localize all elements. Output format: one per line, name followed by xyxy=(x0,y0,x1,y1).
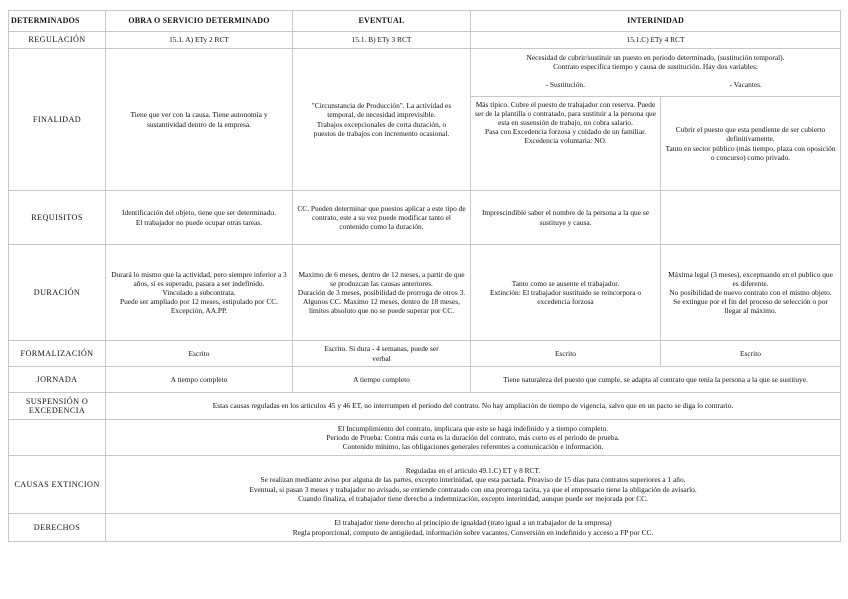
finalidad-sustitucion xyxy=(471,97,661,191)
header-obra-servicio: OBRA O SERVICIO DETERMINADO xyxy=(106,11,293,32)
sustitucion-line: Excedencia voluntaria: NO. xyxy=(524,136,607,146)
label-suspension: SUSPENSIÓN O EXCEDENCIA xyxy=(9,393,106,420)
formalizacion-obra: Escrito xyxy=(106,341,293,367)
label-duracion: DURACIÓN xyxy=(9,245,106,341)
finalidad-intro-line: Necesidad de cubrir/sustituir un puesto en periodo determinado, (sustitución temporal). xyxy=(526,53,785,62)
requisitos-vacantes-empty xyxy=(661,191,841,245)
incumplimiento-empty-label xyxy=(9,420,106,456)
contract-types-document xyxy=(8,10,840,542)
label-requisitos: REQUISITOS xyxy=(9,191,106,245)
row-suspension xyxy=(9,393,841,420)
formalizacion-sustitucion: Escrito xyxy=(471,341,661,367)
vacantes-label: - Vacantes. xyxy=(729,80,762,90)
header-determinados: DETERMINADOS xyxy=(9,11,106,32)
row-duracion xyxy=(9,245,841,341)
label-jornada: JORNADA xyxy=(9,367,106,393)
duracion-sustitucion xyxy=(471,245,661,341)
finalidad-eventual-line: "Circunstancia de Producción". La actividad es temporal, de necesidad imprevisible. xyxy=(311,101,452,120)
sustitucion-line: Más típico. Cubre el puesto de trabajador con reserva. Puede ser de la plantilla o contratado, para sustituir a la persona que esta en susensión de trabajo, no cobra salario. xyxy=(475,100,657,128)
extincion-line: Eventual, si pasan 3 meses y trabajador no avisado, se entiende contratado con una prorroga tacita, ya que el empresario tiene la obligación de avisarlo. xyxy=(249,484,697,494)
duracion-vacantes xyxy=(661,245,841,341)
extincion-line: Cuando finaliza, el trabajador tiene derecho a indemnización, excepto interinidad, aunque puede ser mejorada por CC. xyxy=(298,493,648,503)
formalizacion-vacantes: Escrito xyxy=(661,341,841,367)
incumplimiento-text xyxy=(106,420,841,456)
finalidad-eventual xyxy=(293,49,471,191)
duracion-obra-line: Excepción, AA.PP. xyxy=(170,306,228,316)
duracion-sustitucion-line: Tanto como se ausente el trabajador. xyxy=(511,278,620,288)
extincion-text xyxy=(106,456,841,514)
header-row xyxy=(9,11,841,32)
sustitucion-line: Pasa con Excedencia forzosa y cuidado de un familiar. xyxy=(484,127,647,137)
formalizacion-eventual: Escrito. Si dura - 4 semanas, puede ser verbal xyxy=(293,341,471,367)
variables-labels xyxy=(475,80,836,89)
suspension-text: Estas causas reguladas en los articulos 45 y 46 ET, no interrumpen el periodo del contrato. No hay ampliación de tiempo de vigencia, salvo que en un pacto se diga lo contrario. xyxy=(106,393,841,420)
label-formalizacion: FORMALIZACIÓN xyxy=(9,341,106,367)
row-formalizacion xyxy=(9,341,841,367)
label-extincion: CAUSAS EXTINCION xyxy=(9,456,106,514)
regulacion-eventual: 15.1. B) ETy 3 RCT xyxy=(293,32,471,49)
extincion-line: Reguladas en el articulo 49.1.C) ET y 8 RCT. xyxy=(405,466,541,476)
label-derechos: DERECHOS xyxy=(9,514,106,542)
row-derechos xyxy=(9,514,841,542)
vacantes-line: Cubrir el puesto que esta pendiente de ser cubierto definitivamente. xyxy=(675,125,826,144)
regulacion-interinidad: 15.1.C) ETy 4 RCT xyxy=(471,32,841,49)
duracion-obra-line: Puede ser ampliado por 12 meses, estipulado por CC. xyxy=(119,297,279,307)
finalidad-obra: Tiene que ver con la causa. Tiene autonomía y sustantividad dentro de la empresa. xyxy=(106,49,293,191)
derechos-line: El trabajador tiene derecho al principio de igualdad (trato igual a un trabajador de la empresa) xyxy=(334,518,612,528)
row-incumplimiento xyxy=(9,420,841,456)
derechos-line: Regla proporcional, computo de antigüedad, información sobre vacantes, Conversión en indefinido y acceso a FP por CC. xyxy=(292,527,654,537)
duracion-obra-line: Durará lo mismo que la actividad, pero siempre inferior a 3 años, si es superado, pasara a ser indefinido. xyxy=(111,269,287,288)
duracion-eventual xyxy=(293,245,471,341)
duracion-obra-line: Vinculado a subcontrata. xyxy=(162,287,236,297)
row-requisitos xyxy=(9,191,841,245)
jornada-interinidad: Tiene naturaleza del puesto que cumple, se adapta al contrato que tenía la persona a la que se sustituye. xyxy=(471,367,841,393)
finalidad-interinidad-intro xyxy=(471,49,841,97)
jornada-obra: A tiempo completo xyxy=(106,367,293,393)
regulacion-obra: 15.1. A) ETy 2 RCT xyxy=(106,32,293,49)
header-interinidad: INTERINIDAD xyxy=(471,11,841,32)
extincion-line: Se realizan mediante aviso por alguna de las partes, excepto interinidad, que esta pactada. Preaviso de 15 días para contratos superiores a 1 año. xyxy=(260,475,686,485)
requisitos-obra: Identificación del objeto, tiene que ser determinado. El trabajador no puede ocupar otras tareas. xyxy=(106,191,293,245)
duracion-eventual-line: Algunos CC. Maximo 12 meses, dentro de 18 meses, limites absoluto que no se puede superar por CC. xyxy=(302,297,461,316)
derechos-text xyxy=(106,514,841,542)
incumplimiento-line: El Incumplimiento del contrato, implicara que este se haga indefinido y a tiempo completo. xyxy=(337,423,609,433)
header-eventual: EVENTUAL xyxy=(293,11,471,32)
duracion-sustitucion-line: Extinción: El trabajador sustituido se reincorpora o excedencia forzosa xyxy=(489,287,642,307)
duracion-eventual-line: Maximo de 6 meses, dentro de 12 meses, a partir de que se produzcan las causas anteriores. xyxy=(298,269,465,288)
finalidad-vacantes xyxy=(661,97,841,191)
duracion-obra xyxy=(106,245,293,341)
finalidad-eventual-line: Trabajos excepcionales de corta duración, o puestos de trabajos con incremento ocasional. xyxy=(313,119,450,138)
row-regulacion xyxy=(9,32,841,49)
sustitucion-label: - Sustitución. xyxy=(545,80,585,90)
jornada-eventual: A tiempo completo xyxy=(293,367,471,393)
incumplimiento-line: Periodo de Prueba: Contra más corta es la duración del contrato, más corto es el periodo de prueba. xyxy=(326,432,620,442)
duracion-eventual-line: Duración de 3 meses, posibilidad de prorroga de otros 3. xyxy=(297,287,466,297)
requisitos-interinidad: Imprescindible saber el nombre de la persona a la que se sustituye y causa. xyxy=(471,191,661,245)
label-finalidad: FINALIDAD xyxy=(9,49,106,191)
row-extincion xyxy=(9,456,841,514)
duracion-vacantes-line: No posibilidad de nuevo contrato con el mismo objeto. xyxy=(669,287,832,297)
duracion-vacantes-line: Se extingue por el fin del proceso de selección o por llegar al máximo. xyxy=(673,297,828,316)
row-jornada xyxy=(9,367,841,393)
finalidad-intro-line: Contrato específica tiempo y causa de sustitución. Hay dos variables: xyxy=(553,62,758,72)
duracion-vacantes-line: Máxima legal (3 meses), exceptuando en el publico que es diferente. xyxy=(668,269,833,288)
incumplimiento-line: Contenido mínimo, las obligaciones generales referentes a comunicación e información. xyxy=(342,442,604,452)
label-regulacion: REGULACIÓN xyxy=(9,32,106,49)
row-finalidad-intro xyxy=(9,49,841,97)
contract-comparison-table xyxy=(8,10,841,542)
requisitos-eventual: CC. Pueden determinar que puestos aplicar a este tipo de contrato, este a su vez puede modificar tanto el contenido como la duración. xyxy=(293,191,471,245)
vacantes-line: Tanto en sector público (más tiempo, plaza con oposición o concurso) como privado. xyxy=(665,143,836,162)
